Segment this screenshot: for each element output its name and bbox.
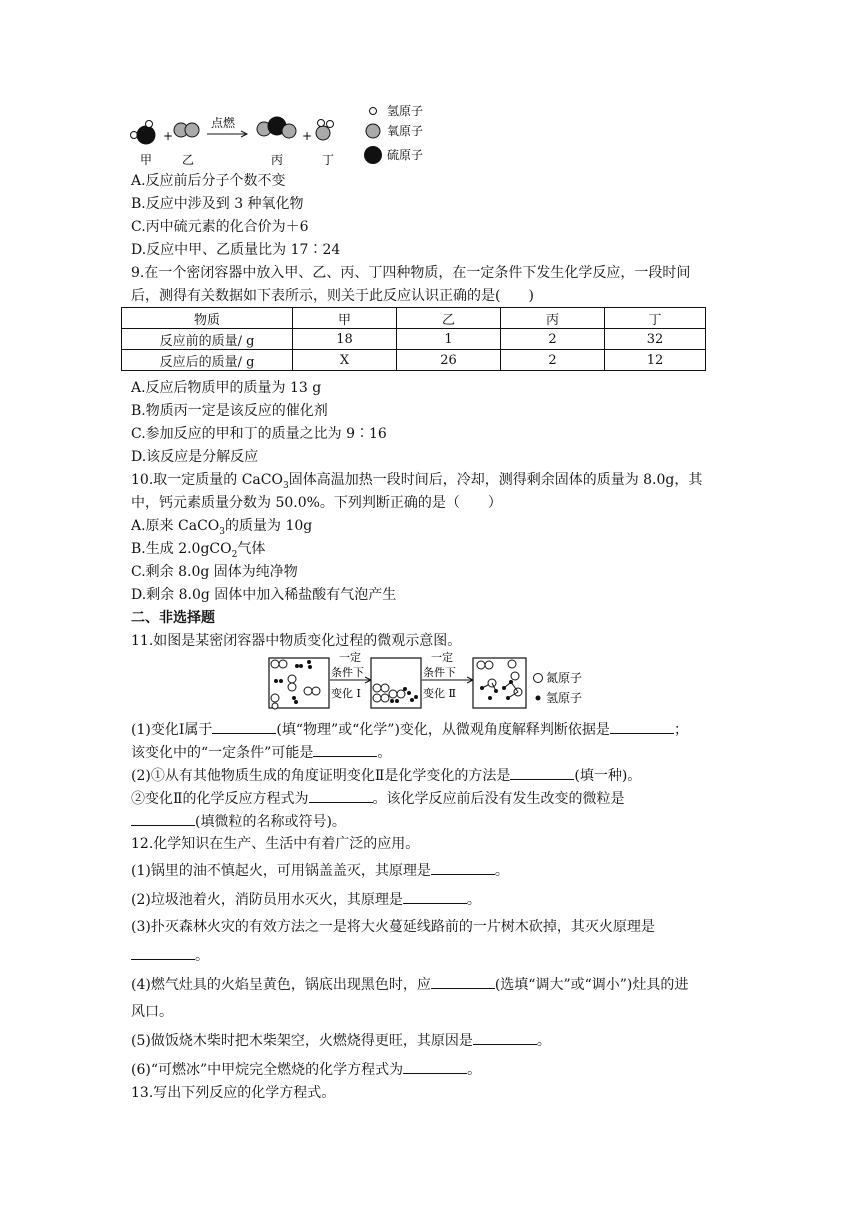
table-header-cell: 甲 <box>293 308 397 329</box>
arrow1-top-label: 一定 <box>339 651 361 664</box>
q11-part2-line1 <box>131 765 641 786</box>
text-part: (5)做饭烧木柴时把木柴架空，火燃烧得更旺，其原因是 <box>131 1033 473 1049</box>
legend-nitrogen-icon <box>534 674 543 683</box>
label-bing: 丙 <box>271 153 284 167</box>
text-part: (6)“可燃冰”中甲烷完全燃烧的化学方程式为 <box>131 1062 404 1078</box>
table-header-cell: 丙 <box>501 308 605 329</box>
text-part: 。 <box>467 1062 482 1078</box>
subscript: 3 <box>282 480 289 491</box>
option-part: B.生成 2.0gCO <box>131 541 232 557</box>
q11-part2-line2 <box>131 788 625 809</box>
table-cell: 反应后的质量/ g <box>122 350 293 371</box>
text-part: ； <box>673 722 688 738</box>
q12-item3-line2 <box>131 945 209 966</box>
table-row <box>122 350 706 371</box>
text-part: 。 <box>466 892 481 908</box>
legend-hydrogen-icon <box>536 696 541 701</box>
legend-nitrogen-label: 氮原子 <box>546 671 583 685</box>
q8-reaction-diagram <box>125 100 465 172</box>
arrow2-mid-label: 条件下 <box>423 666 456 679</box>
answer-blank[interactable] <box>431 860 495 875</box>
table-cell: 2 <box>501 350 605 371</box>
text-part: 该变化中的“一定条件”可能是 <box>131 745 314 761</box>
table-header-row <box>122 308 706 329</box>
legend-hydrogen-label: 氢原子 <box>387 104 424 118</box>
q12-item5 <box>131 1030 551 1051</box>
subscript: 2 <box>231 549 238 560</box>
q9-stem-line2: 后，测得有关数据如下表所示，则关于此反应认识正确的是( ) <box>131 288 534 304</box>
q9-stem-line1: 9.在一个密闭容器中放入甲、乙、丙、丁四种物质，在一定条件下发生化学反应，一段时间 <box>131 265 691 281</box>
q12-item4 <box>131 974 688 995</box>
answer-blank[interactable] <box>610 719 674 734</box>
reaction-condition-label: 点燃 <box>211 116 236 130</box>
legend-oxygen-label: 氧原子 <box>387 124 424 138</box>
molecule-yi <box>174 123 199 137</box>
table-row <box>122 329 706 350</box>
q10-stem-part: 固体高温加热一段时间后，冷却，测得剩余固体的质量为 8.0g，其 <box>288 472 703 488</box>
q10-stem-line1 <box>131 470 702 496</box>
legend-hydrogen-label: 氢原子 <box>546 691 583 705</box>
molecule-ding <box>316 120 334 141</box>
q8-option-c: C.丙中硫元素的化合价为＋6 <box>131 219 309 235</box>
text-part: (填“物理”或“化学”)变化，从微观角度解释判断依据是 <box>276 722 610 738</box>
option-part: 气体 <box>237 541 266 557</box>
q12-stem: 12.化学知识在生产、生活中有着广泛的应用。 <box>131 836 420 852</box>
q12-item3: (3)扑灭森林火灾的有效方法之一是将大火蔓延线路前的一片树木砍掉，其灭火原理是 <box>131 919 655 935</box>
q12-item4-line2: 风口。 <box>131 1004 173 1020</box>
answer-blank[interactable] <box>212 719 276 734</box>
text-part: (1)锅里的油不慎起火，可用锅盖盖灭，其原理是 <box>131 863 431 879</box>
label-yi: 乙 <box>182 153 195 167</box>
table-cell: X <box>293 350 397 371</box>
answer-blank[interactable] <box>313 742 377 757</box>
q10-option-c: C.剩余 8.0g 固体为纯净物 <box>131 564 298 580</box>
arrow2-top-label: 一定 <box>431 651 453 664</box>
text-part: (填一种)。 <box>574 768 642 784</box>
q10-stem-line2: 中，钙元素质量分数为 50.0%。下列判断正确的是（ ） <box>131 495 502 511</box>
q11-part2-line3 <box>131 811 346 832</box>
label-ding: 丁 <box>322 153 335 167</box>
text-part: (2)垃圾池着火，消防员用水灭火，其原理是 <box>131 892 403 908</box>
option-part: A.原来 CaCO <box>131 518 220 534</box>
plus-sign: + <box>163 129 174 143</box>
text-part: (填微粒的名称或符号)。 <box>195 814 346 830</box>
legend-hydrogen-icon <box>370 108 377 115</box>
text-part: 。 <box>536 1033 551 1049</box>
text-part: 。 <box>377 745 392 761</box>
legend-sulfur-label: 硫原子 <box>387 148 424 162</box>
q12-item1 <box>131 860 509 881</box>
q13-stem: 13.写出下列反应的化学方程式。 <box>131 1085 336 1101</box>
table-cell: 32 <box>605 329 706 350</box>
q9-option-d: D.该反应是分解反应 <box>131 449 259 465</box>
option-part: 的质量为 10g <box>225 518 313 534</box>
answer-blank[interactable] <box>131 811 195 826</box>
q9-option-a: A.反应后物质甲的质量为 13 g <box>131 380 322 396</box>
text-part: (4)燃气灶具的火焰呈黄色，锅底出现黑色时，应 <box>131 977 431 993</box>
q12-item6 <box>131 1059 481 1080</box>
answer-blank[interactable] <box>510 765 574 780</box>
answer-blank[interactable] <box>473 1030 537 1045</box>
arrow1-bottom-label: 变化 Ⅰ <box>331 687 361 700</box>
arrow2-bottom-label: 变化 Ⅱ <box>423 687 456 700</box>
table-cell: 反应前的质量/ g <box>122 329 293 350</box>
answer-blank[interactable] <box>403 1059 467 1074</box>
q11-microscopic-diagram <box>266 651 596 711</box>
text-part: 。该化学反应前后没有发生改变的微粒是 <box>372 791 625 807</box>
table-header-cell: 物质 <box>122 308 293 329</box>
legend-oxygen-icon <box>366 124 380 138</box>
label-jia: 甲 <box>140 153 153 167</box>
q8-option-b: B.反应中涉及到 3 种氧化物 <box>131 196 304 212</box>
text-part: 。 <box>195 948 209 964</box>
table-cell: 18 <box>293 329 397 350</box>
answer-blank[interactable] <box>309 788 373 803</box>
text-part: (1)变化Ⅰ属于 <box>131 722 213 738</box>
molecule-bing <box>257 117 296 139</box>
text-part: ②变化Ⅱ的化学反应方程式为 <box>131 791 309 807</box>
legend-sulfur-icon <box>364 146 382 164</box>
q11-part1-line2 <box>131 742 391 763</box>
q9-data-table <box>121 307 706 371</box>
q8-option-a: A.反应前后分子个数不变 <box>131 173 286 189</box>
q10-stem-part: 10.取一定质量的 CaCO <box>131 472 283 488</box>
table-header-cell: 乙 <box>397 308 501 329</box>
q10-option-a <box>131 516 312 542</box>
table-cell: 12 <box>605 350 706 371</box>
q11-stem: 11.如图是某密闭容器中物质变化过程的微观示意图。 <box>131 633 462 649</box>
answer-blank[interactable] <box>431 974 495 989</box>
molecule-jia <box>131 121 156 145</box>
q9-option-c: C.参加反应的甲和丁的质量之比为 9∶16 <box>131 426 387 442</box>
arrow1-mid-label: 条件下 <box>331 666 364 679</box>
q9-option-b: B.物质丙一定是该反应的催化剂 <box>131 403 328 419</box>
section-heading: 二、非选择题 <box>131 610 215 626</box>
subscript: 3 <box>219 526 225 537</box>
table-cell: 2 <box>501 329 605 350</box>
table-cell: 1 <box>397 329 501 350</box>
table-header-cell: 丁 <box>605 308 706 329</box>
q10-option-d: D.剩余 8.0g 固体中加入稀盐酸有气泡产生 <box>131 587 397 603</box>
answer-blank[interactable] <box>403 889 467 904</box>
answer-blank[interactable] <box>131 945 195 960</box>
q10-option-b <box>131 539 265 565</box>
table-cell: 26 <box>397 350 501 371</box>
q11-part1-line1 <box>131 719 688 740</box>
text-part: 。 <box>494 863 509 879</box>
plus-sign: + <box>302 129 313 143</box>
text-part: (选填“调大”或“调小”)灶具的进 <box>494 977 689 993</box>
text-part: (2)①从有其他物质生成的角度证明变化Ⅱ是化学变化的方法是 <box>131 768 511 784</box>
q12-item2 <box>131 889 481 910</box>
q8-option-d: D.反应中甲、乙质量比为 17∶24 <box>131 242 341 258</box>
